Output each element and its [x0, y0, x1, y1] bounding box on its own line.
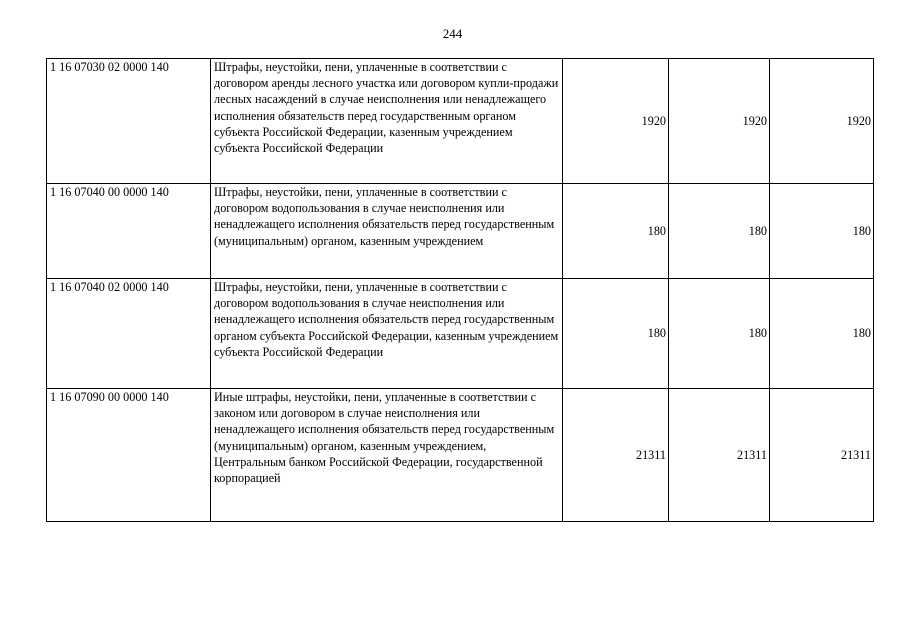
amount-cell: 1920	[669, 59, 770, 184]
table-row	[47, 389, 874, 522]
table-row	[47, 59, 874, 184]
budget-code: 1 16 07090 00 0000 140	[47, 389, 211, 522]
revenue-description: Штрафы, неустойки, пени, уплаченные в соответствии с договором аренды лесного участка или договором купли-продажи лесных насаждений в случае неисполнения или ненадлежащего исполнения обязательств перед государственным органом субъекта Российской Федерации, казенным учреждением субъекта Российской Федерации	[211, 59, 563, 184]
amount-cell: 180	[669, 279, 770, 389]
amount-cell: 1920	[770, 59, 874, 184]
budget-code: 1 16 07040 02 0000 140	[47, 279, 211, 389]
budget-code: 1 16 07030 02 0000 140	[47, 59, 211, 184]
amount-cell: 180	[770, 184, 874, 279]
amount-cell: 1920	[563, 59, 669, 184]
amount-cell: 21311	[563, 389, 669, 522]
table-row	[47, 184, 874, 279]
amount-cell: 180	[669, 184, 770, 279]
budget-code: 1 16 07040 00 0000 140	[47, 184, 211, 279]
amount-cell: 21311	[770, 389, 874, 522]
table-row	[47, 279, 874, 389]
revenue-description: Штрафы, неустойки, пени, уплаченные в соответствии с договором водопользования в случае неисполнения или ненадлежащего исполнения обязательств перед государственным органом субъекта Российской Федерации, казенным учреждением субъекта Российской Федерации	[211, 279, 563, 389]
amount-cell: 180	[563, 184, 669, 279]
amount-cell: 180	[770, 279, 874, 389]
revenue-description: Иные штрафы, неустойки, пени, уплаченные в соответствии с законом или договором в случае неисполнения или ненадлежащего исполнения обязательств перед государственным (муниципальным) органом, казенным учреждением, Центральным банком Российской Федерации, государственной корпорацией	[211, 389, 563, 522]
amount-cell: 21311	[669, 389, 770, 522]
revenue-description: Штрафы, неустойки, пени, уплаченные в соответствии с договором водопользования в случае неисполнения или ненадлежащего исполнения обязательств перед государственным (муниципальным) органом, казенным учреждением	[211, 184, 563, 279]
amount-cell: 180	[563, 279, 669, 389]
page-number: 244	[442, 26, 463, 41]
revenue-table	[46, 58, 874, 522]
